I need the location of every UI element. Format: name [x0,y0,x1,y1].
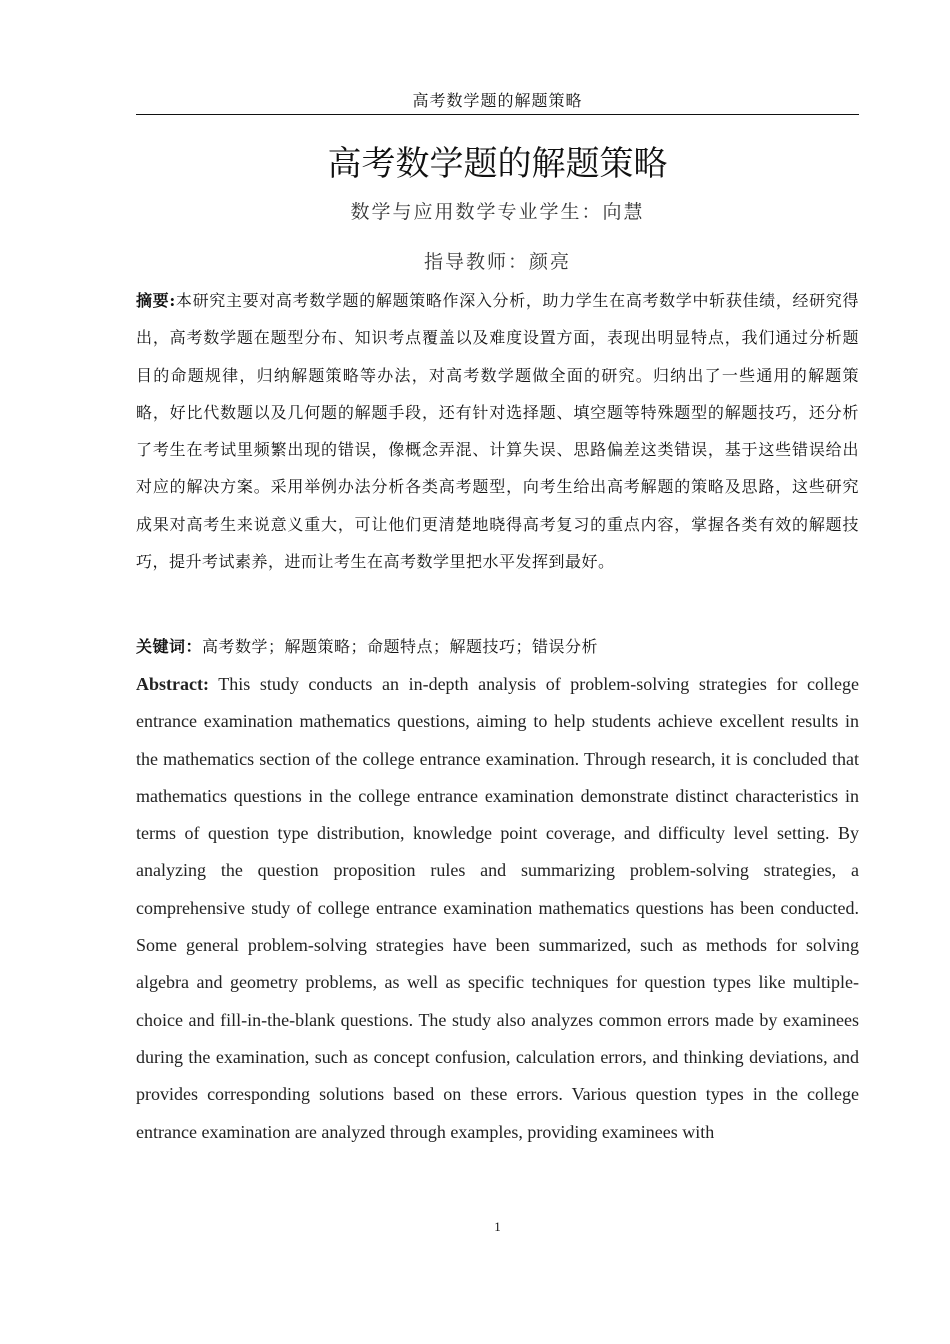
paper-title: 高考数学题的解题策略 [327,144,668,184]
abstract-chinese [136,282,859,580]
author-line: 数学与应用数学专业学生：向慧 [350,201,645,223]
advisor-line: 指导教师：颜亮 [423,251,571,273]
keywords-chinese [136,632,859,662]
keywords-label: 关键词： [136,637,203,656]
abstract-english [136,666,859,1151]
abstract-chinese-label: 摘要: [136,291,176,310]
abstract-english-label: Abstract: [136,674,209,694]
abstract-english-text: This study conducts an in-depth analysis of problem-solving strategies for college entrance examination mathematics questions, aiming to help students achieve excellent results in the mathematics section of the college entrance examination. Through research, it is concluded that mathematics questions in the college entrance examination demonstrate distinct characteristics in terms of question type distribution, knowledge point coverage, and difficulty level setting. By analyzing the question proposition rules and summarizing problem-solving strategies, a comprehensive study of college entrance examination mathematics questions has been conducted. Some general problem-solving strategies have been summarized, such as methods for solving algebra and geometry problems, as well as specific techniques for question types like multiple-choice and fill-in-the-blank questions. The study also analyzes common errors made by examinees during the examination, such as concept confusion, calculation errors, and thinking deviations, and provides corresponding solutions based on these errors. Various question types in the college entrance examination are analyzed through examples, providing examinees with [136,674,859,1142]
abstract-chinese-text: 本研究主要对高考数学题的解题策略作深入分析，助力学生在高考数学中斩获佳绩，经研究得出，高考数学题在题型分布、知识考点覆盖以及难度设置方面，表现出明显特点，我们通过分析题目的命题规律，归纳解题策略等办法，对高考数学题做全面的研究。归纳出了一些通用的解题策略，好比代数题以及几何题的解题手段，还有针对选择题、填空题等特殊题型的解题技巧，还分析了考生在考试里频繁出现的错误，像概念弄混、计算失误、思路偏差这类错误，基于这些错误给出对应的解决方案。采用举例办法分析各类高考题型，向考生给出高考解题的策略及思路，这些研究成果对高考生来说意义重大，可让他们更清楚地晓得高考复习的重点内容，掌握各类有效的解题技巧，提升考试素养，进而让考生在高考数学里把水平发挥到最好。 [136,291,859,572]
running-header: 高考数学题的解题策略 [412,91,583,110]
header-rule [136,114,859,115]
page-number: 1 [494,1219,501,1234]
keywords-text: 高考数学；解题策略；命题特点；解题技巧；错误分析 [202,637,599,656]
